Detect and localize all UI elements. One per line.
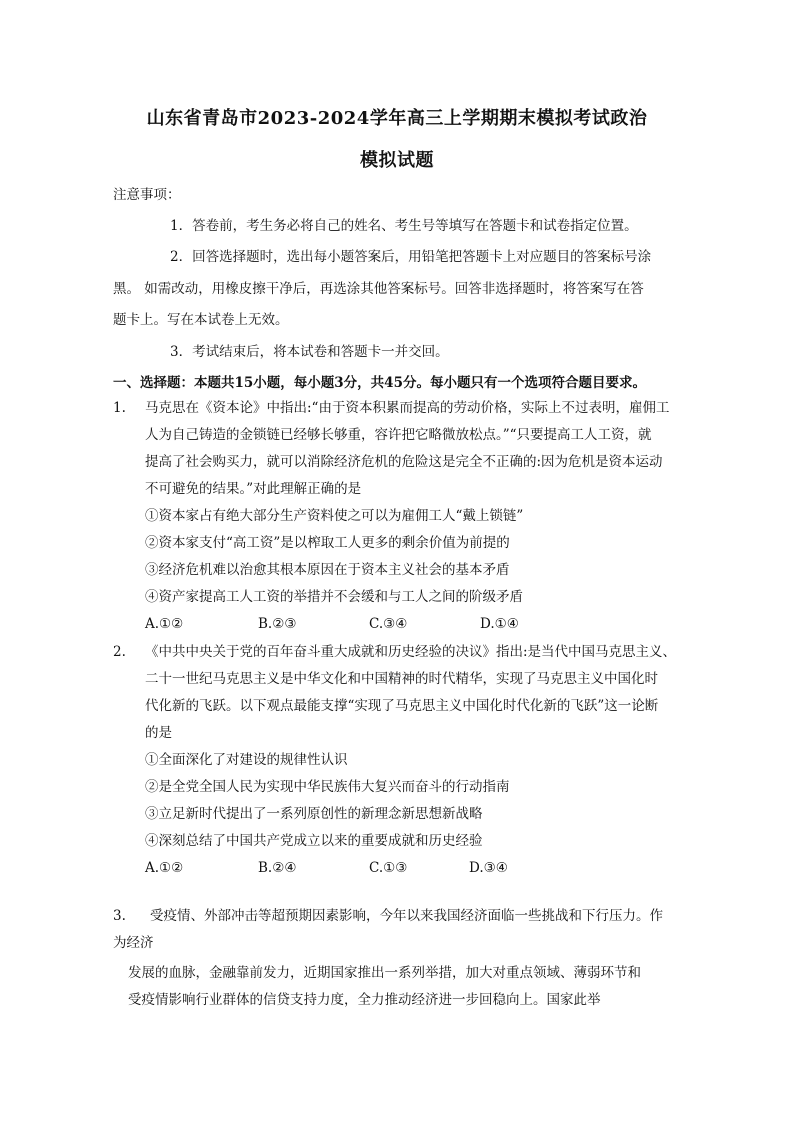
- question-3-number: 3.: [113, 908, 126, 924]
- notice-item-2-line-3: 题卡上。写在本试卷上无效。: [113, 312, 289, 328]
- question-1-stem-line-4: 不可避免的结果。”对此理解正确的是: [145, 481, 362, 497]
- notice-item-3: 3．考试结束后，将本试卷和答题卡一并交回。: [170, 344, 449, 360]
- notice-heading: 注意事项：: [113, 187, 181, 203]
- question-2-stem-line-1: 《中共中央关于党的百年奋斗重大成就和历史经验的决议》指出:是当代中国马克思主义、: [145, 644, 677, 660]
- question-1-number: 1.: [113, 400, 126, 416]
- section-heading: 一、选择题：本题共15小题，每小题3分，共45分。每小题只有一个选项符合题目要求。: [113, 375, 646, 391]
- question-1-option-a: A.①②: [145, 616, 184, 632]
- question-1-option-b: B.②③: [258, 616, 297, 632]
- question-2-stem-line-2: 二十一世纪马克思主义是中华文化和中国精神的时代精华，实现了马克思主义中国化时: [145, 671, 658, 687]
- question-2-option-b: B.②④: [258, 860, 297, 876]
- question-2-option-a: A.①②: [145, 860, 184, 876]
- question-1-stem-line-2: 人为自己铸造的金锁链已经够长够重，容许把它略微放松点。”“只要提高工人工资，就: [145, 427, 652, 443]
- question-2-statement-4: ④深刻总结了中国共产党成立以来的重要成就和历史经验: [145, 833, 483, 849]
- question-2-stem-line-3: 代化新的飞跃。以下观点最能支撑“实现了马克思主义中国化时代化新的飞跃”这一论断: [145, 698, 659, 714]
- question-1-statement-1: ①资本家占有绝大部分生产资料使之可以为雇佣工人“戴上锁链”: [145, 508, 524, 524]
- question-3-stem-line-2: 为经济: [113, 935, 154, 951]
- page-subtitle: 模拟试题: [360, 150, 434, 171]
- question-1-statement-4: ④资产家提高工人工资的举措并不会缓和与工人之间的阶级矛盾: [145, 589, 523, 605]
- question-1-option-d: D.①④: [480, 616, 519, 632]
- question-2-stem-line-4: 的是: [145, 725, 172, 741]
- question-3-stem-line-3: 发展的血脉，金融靠前发力，近期国家推出一系列举措，加大对重点领域、薄弱环节和: [128, 965, 641, 981]
- question-2-option-d: D.③④: [469, 860, 508, 876]
- question-1-statement-3: ③经济危机难以治愈其根本原因在于资本主义社会的基本矛盾: [145, 562, 510, 578]
- question-2-statement-1: ①全面深化了对建设的规律性认识: [145, 752, 348, 768]
- question-2-option-c: C.①③: [369, 860, 408, 876]
- notice-item-2-line-2: 黑。 如需改动，用橡皮擦干净后，再选涂其他答案标号。回答非选择题时，将答案写在答: [113, 281, 644, 297]
- question-3-stem-line-1: 受疫情、外部冲击等超预期因素影响，今年以来我国经济面临一些挑战和下行压力。作: [150, 908, 663, 924]
- question-3-stem-line-4: 受疫情影响行业群体的信贷支持力度，全力推动经济进一步回稳向上。国家此举: [128, 992, 601, 1008]
- question-2-statement-2: ②是全党全国人民为实现中华民族伟大复兴而奋斗的行动指南: [145, 779, 510, 795]
- question-1-stem-line-1: 马克思在《资本论》中指出:“由于资本积累而提高的劳动价格，实际上不过表明，雇佣工: [145, 400, 670, 416]
- question-2-statement-3: ③立足新时代提出了一系列原创性的新理念新思想新战略: [145, 806, 483, 822]
- notice-item-1: 1．答卷前，考生务必将自己的姓名、考生号等填写在答题卡和试卷指定位置。: [170, 218, 638, 234]
- question-1-option-c: C.③④: [369, 616, 408, 632]
- question-1-statement-2: ②资本家支付“高工资”是以榨取工人更多的剩余价值为前提的: [145, 535, 510, 551]
- question-2-number: 2.: [113, 644, 126, 660]
- question-1-stem-line-3: 提高了社会购买力，就可以消除经济危机的危险这是完全不正确的:因为危机是资本运动: [145, 454, 663, 470]
- notice-item-2-line-1: 2．回答选择题时，选出每小题答案后，用铅笔把答题卡上对应题目的答案标号涂: [170, 249, 652, 265]
- page-title: 山东省青岛市2023-2024学年高三上学期期末模拟考试政治: [146, 108, 648, 129]
